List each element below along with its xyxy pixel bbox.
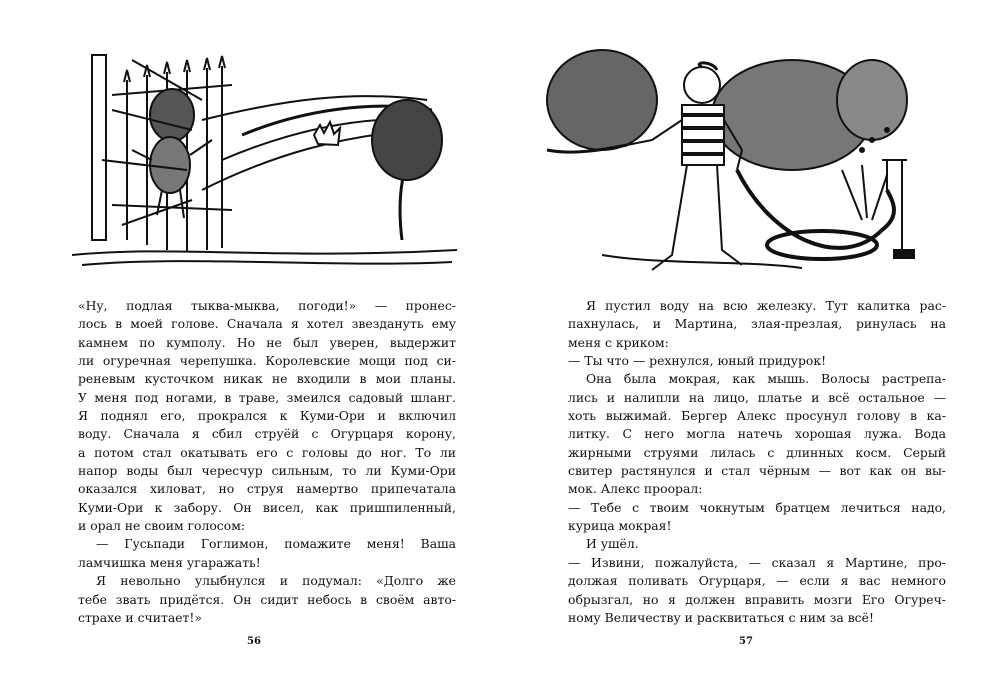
text-line: У меня под ногами, в траве, змеился садовый шланг. <box>78 389 456 405</box>
text-line: лось в моей голове. Сначала я хотел звездануть ему <box>78 316 456 332</box>
text-line: Куми-Ори к забору. Он висел, как пришпиленный, <box>78 499 456 515</box>
text-line: страхе и считает!» <box>78 609 202 625</box>
text-line: ли огуречная черепушка. Королевские мощи под си- <box>78 353 456 369</box>
text-line: свитер растянулся и стал чёрным — вот как он вы- <box>568 463 946 479</box>
text-line: Она была мокрая, как мышь. Волосы растрепа- <box>586 371 946 387</box>
text-line: «Ну, подлая тыква-мыква, погоди!» — пронес- <box>78 298 456 313</box>
text-line: лись и налипли на лицо, платье и всё остальное — <box>568 389 946 405</box>
text-line: должая поливать Огурцаря, — если я вас немного <box>568 573 946 589</box>
text-line: Я невольно улыбнулся и подумал: «Долго же <box>96 573 456 589</box>
text-line: — Тебе с твоим чокнутым братцем лечиться надо, <box>568 499 946 515</box>
text-line: обрызгал, но я должен вправить мозги Его Огуреч- <box>568 591 946 607</box>
text-line: ному Величеству и расквитаться с ним за всё! <box>568 609 874 625</box>
text-line: жирными струями лилась с длинных косм. Серый <box>568 444 946 460</box>
text-line: хоть выжимай. Бергер Алекс просунул голову в ка- <box>568 408 946 424</box>
illustration-cucumber-king-at-fence <box>72 40 457 275</box>
text-line: Я поднял его, прокрался к Куми-Ори и включил <box>78 408 456 424</box>
text-line: тебе звать придётся. Он сидит небось в своём авто- <box>78 591 456 607</box>
page-number: 57 <box>739 636 753 647</box>
text-line: оказался хиловат, но струя намертво припечатала <box>78 481 456 497</box>
text-line: а потом стал окатывать его с головы до ног. То ли <box>78 444 456 460</box>
text-line: напор воды был чересчур сильным, то ли Куми-Ори <box>78 463 456 479</box>
right-page <box>500 0 1000 673</box>
left-page-text <box>78 297 456 627</box>
right-page-text <box>568 297 946 627</box>
text-line: камнем по кумполу. Но не был уверен, выдержит <box>78 334 456 350</box>
text-line: — Гусьпади Гоглимон, помажите меня! Ваша <box>96 536 456 552</box>
illustration-boy-with-hose <box>542 40 927 275</box>
text-line: литку. С него могла натечь хорошая лужа. Вода <box>568 426 946 442</box>
text-line: — Извини, пожалуйста, — сказал я Мартине, про- <box>568 554 946 570</box>
text-line: — Ты что — рехнулся, юный придурок! <box>568 353 827 369</box>
text-line: мок. Алекс проорал: <box>568 481 703 497</box>
text-line: и орал не своим голосом: <box>78 518 246 534</box>
text-line: воду. Сначала я сбил струёй с Огурцаря корону, <box>78 426 456 442</box>
text-line: И ушёл. <box>586 536 639 552</box>
text-line: меня с криком: <box>568 334 669 350</box>
text-line: ламчишка меня угаражать! <box>78 554 261 570</box>
text-line: курица мокрая! <box>568 518 672 534</box>
page-number: 56 <box>247 636 261 647</box>
text-line: пахнулась, и Мартина, злая-презлая, ринулась на <box>568 316 946 332</box>
text-line: Я пустил воду на всю железку. Тут калитка рас- <box>586 298 946 313</box>
text-line: реневым кусточком никак не входили в мои планы. <box>78 371 456 387</box>
